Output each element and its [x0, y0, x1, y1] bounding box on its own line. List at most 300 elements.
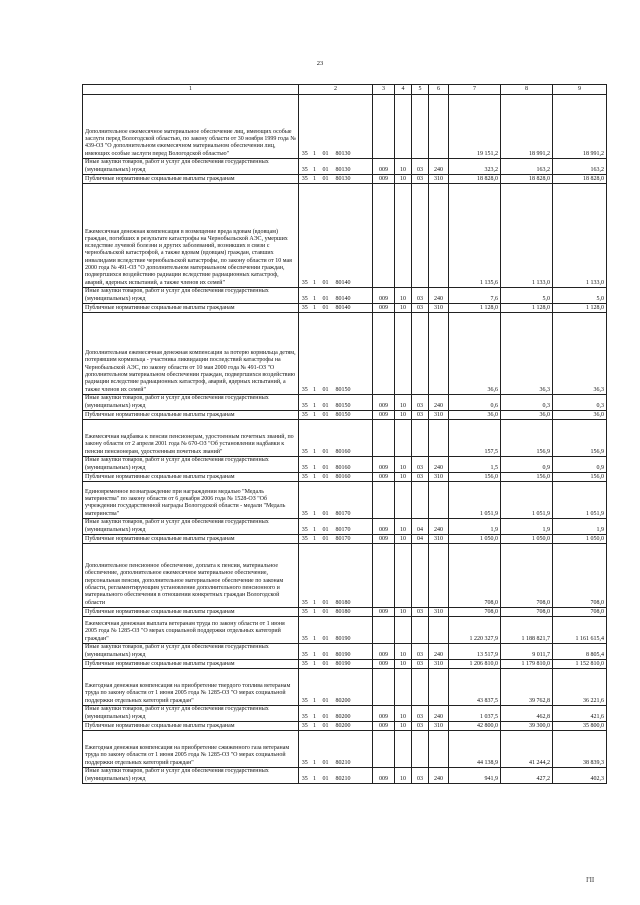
table-row [83, 731, 607, 768]
section-code: 10 [395, 457, 412, 473]
amount-year-3: 5,0 [553, 288, 607, 304]
target-article-part: 1 [311, 175, 319, 184]
ministry-code: 009 [373, 395, 395, 411]
amount-year-2: 1 050,0 [501, 535, 553, 544]
target-article-part: 1 [311, 768, 319, 784]
header-cell-2: 2 [299, 85, 373, 95]
target-article-code: 80140 [333, 304, 373, 313]
subsection-code: 03 [412, 608, 429, 617]
table-row [83, 175, 607, 184]
section-code: 10 [395, 411, 412, 420]
row-description: Ежегодная денежная компенсация на приобретение твердого топлива ветеранам труда по закону области от 1 июня 2005 года № 1285-ОЗ "О мерах социальной поддержки отдельных категорий граждан" [83, 669, 299, 706]
target-article-part: 35 [299, 457, 311, 473]
table-row [83, 519, 607, 535]
target-article-part: 35 [299, 95, 311, 159]
table-row [83, 608, 607, 617]
expense-type-code: 310 [429, 608, 449, 617]
row-description: Дополнительное пенсионное обеспечение, доплата к пенсии, материальное обеспечение, дополнительное ежемесячное материальное обеспечение, персональная пенсия, дополнительное материальное обеспечение по законам области, регламентирующим установление дополнительного пенсионного и материального обеспечения в отношении конкретных граждан Вологодской области [83, 544, 299, 608]
target-article-part: 35 [299, 535, 311, 544]
amount-year-2: 708,0 [501, 544, 553, 608]
table-row [83, 288, 607, 304]
table-row [83, 457, 607, 473]
amount-year-1: 941,9 [449, 768, 501, 784]
ministry-code: 009 [373, 608, 395, 617]
subsection-code: 03 [412, 768, 429, 784]
amount-year-3: 156,0 [553, 473, 607, 482]
target-article-part: 1 [311, 535, 319, 544]
table-row [83, 313, 607, 395]
table-row [83, 706, 607, 722]
row-description: Публичные нормативные социальные выплаты гражданам [83, 535, 299, 544]
target-article-part: 1 [311, 608, 319, 617]
ministry-code: 009 [373, 644, 395, 660]
table-row [83, 660, 607, 669]
amount-year-1: 156,0 [449, 473, 501, 482]
amount-year-2: 1 188 821,7 [501, 617, 553, 644]
subsection-code: 03 [412, 411, 429, 420]
table-row [83, 535, 607, 544]
section-code: 10 [395, 395, 412, 411]
target-article-code: 80180 [333, 608, 373, 617]
expense-type-code: 240 [429, 457, 449, 473]
target-article-part: 01 [319, 411, 333, 420]
amount-year-1: 708,0 [449, 544, 501, 608]
target-article-part: 35 [299, 660, 311, 669]
target-article-part: 01 [319, 669, 333, 706]
subsection-code [412, 482, 429, 519]
section-code: 10 [395, 304, 412, 313]
target-article-part: 35 [299, 669, 311, 706]
table-row [83, 722, 607, 731]
target-article-code: 80210 [333, 768, 373, 784]
expense-type-code: 310 [429, 411, 449, 420]
target-article-part: 1 [311, 95, 319, 159]
amount-year-3: 1 133,0 [553, 184, 607, 288]
row-description: Публичные нормативные социальные выплаты гражданам [83, 722, 299, 731]
section-code: 10 [395, 473, 412, 482]
target-article-code: 80130 [333, 175, 373, 184]
expense-type-code [429, 617, 449, 644]
table-row [83, 304, 607, 313]
section-code: 10 [395, 722, 412, 731]
amount-year-3: 421,6 [553, 706, 607, 722]
target-article-part: 35 [299, 184, 311, 288]
target-article-part: 01 [319, 159, 333, 175]
expense-type-code: 310 [429, 473, 449, 482]
amount-year-1: 1 135,6 [449, 184, 501, 288]
target-article-part: 1 [311, 644, 319, 660]
amount-year-2: 18 828,0 [501, 175, 553, 184]
target-article-part: 35 [299, 731, 311, 768]
ministry-code [373, 420, 395, 457]
amount-year-2: 1,9 [501, 519, 553, 535]
amount-year-1: 1,9 [449, 519, 501, 535]
expense-type-code: 310 [429, 722, 449, 731]
amount-year-2: 41 244,2 [501, 731, 553, 768]
target-article-part: 1 [311, 184, 319, 288]
target-article-part: 35 [299, 644, 311, 660]
amount-year-2: 462,8 [501, 706, 553, 722]
target-article-code: 80190 [333, 644, 373, 660]
target-article-part: 01 [319, 457, 333, 473]
section-code: 10 [395, 519, 412, 535]
amount-year-1: 1 051,9 [449, 482, 501, 519]
amount-year-2: 708,0 [501, 608, 553, 617]
table-row [83, 768, 607, 784]
expense-type-code: 310 [429, 304, 449, 313]
row-description: Публичные нормативные социальные выплаты гражданам [83, 411, 299, 420]
ministry-code: 009 [373, 660, 395, 669]
amount-year-1: 323,2 [449, 159, 501, 175]
section-code [395, 184, 412, 288]
target-article-code: 80150 [333, 395, 373, 411]
target-article-code: 80200 [333, 706, 373, 722]
target-article-part: 01 [319, 519, 333, 535]
amount-year-1: 0,6 [449, 395, 501, 411]
amount-year-1: 1,5 [449, 457, 501, 473]
subsection-code: 03 [412, 395, 429, 411]
amount-year-1: 13 517,9 [449, 644, 501, 660]
expense-type-code [429, 313, 449, 395]
ministry-code: 009 [373, 175, 395, 184]
section-code [395, 313, 412, 395]
expense-type-code [429, 731, 449, 768]
section-code [395, 617, 412, 644]
amount-year-1: 36,0 [449, 411, 501, 420]
expense-type-code: 240 [429, 644, 449, 660]
amount-year-3: 36,3 [553, 313, 607, 395]
target-article-code: 80210 [333, 731, 373, 768]
expense-type-code [429, 544, 449, 608]
subsection-code: 03 [412, 706, 429, 722]
amount-year-3: 36,0 [553, 411, 607, 420]
target-article-part: 35 [299, 288, 311, 304]
target-article-part: 01 [319, 175, 333, 184]
target-article-part: 01 [319, 304, 333, 313]
target-article-code: 80130 [333, 95, 373, 159]
section-code: 10 [395, 608, 412, 617]
target-article-part: 01 [319, 722, 333, 731]
section-code [395, 482, 412, 519]
row-description: Публичные нормативные социальные выплаты гражданам [83, 660, 299, 669]
target-article-part: 1 [311, 457, 319, 473]
subsection-code: 03 [412, 457, 429, 473]
ministry-code: 009 [373, 304, 395, 313]
amount-year-2: 163,2 [501, 159, 553, 175]
amount-year-1: 1 050,0 [449, 535, 501, 544]
target-article-part: 1 [311, 617, 319, 644]
expense-type-code: 310 [429, 535, 449, 544]
row-description: Публичные нормативные социальные выплаты гражданам [83, 608, 299, 617]
ministry-code [373, 544, 395, 608]
amount-year-1: 42 800,0 [449, 722, 501, 731]
amount-year-1: 36,6 [449, 313, 501, 395]
section-code: 10 [395, 706, 412, 722]
header-row [83, 85, 607, 95]
page-number: 23 [316, 60, 324, 67]
row-description: Ежемесячная денежная компенсация в возмещение вреда вдовам (вдовцам) граждан, погибших в результате катастрофы на Чернобыльской АЭС, умерших вследствие лучевой болезни и других заболеваний, возникших в связи с чернобыльской катастрофой, а также вдовам (вдовцам) граждан, ставших инвалидами вследствие чернобыльской катастрофы, по закону области от 10 мая 2000 года № 491-ОЗ "О дополнительном материальном обеспечении граждан, подвергшихся воздействию радиации вследствие радиационных катастроф, аварий, ядерных испытаний, а также членов их семей" [83, 184, 299, 288]
row-description: Публичные нормативные социальные выплаты гражданам [83, 473, 299, 482]
amount-year-3: 156,9 [553, 420, 607, 457]
target-article-part: 1 [311, 304, 319, 313]
amount-year-1: 1 206 810,0 [449, 660, 501, 669]
target-article-code: 80180 [333, 544, 373, 608]
section-code: 10 [395, 535, 412, 544]
subsection-code: 04 [412, 519, 429, 535]
table-row [83, 411, 607, 420]
expense-type-code: 310 [429, 175, 449, 184]
amount-year-3: 18 828,0 [553, 175, 607, 184]
ministry-code: 009 [373, 519, 395, 535]
amount-year-1: 18 828,0 [449, 175, 501, 184]
section-code [395, 731, 412, 768]
header-cell-3: 3 [373, 85, 395, 95]
target-article-code: 80160 [333, 420, 373, 457]
amount-year-1: 19 151,2 [449, 95, 501, 159]
ministry-code: 009 [373, 473, 395, 482]
target-article-part: 1 [311, 706, 319, 722]
target-article-part: 35 [299, 411, 311, 420]
row-description: Иные закупки товаров, работ и услуг для обеспечения государственных (муниципальных) нужд [83, 457, 299, 473]
section-code [395, 420, 412, 457]
section-code: 10 [395, 768, 412, 784]
target-article-part: 01 [319, 184, 333, 288]
subsection-code: 03 [412, 175, 429, 184]
subsection-code: 03 [412, 159, 429, 175]
amount-year-3: 0,9 [553, 457, 607, 473]
target-article-code: 80140 [333, 288, 373, 304]
amount-year-3: 1 161 615,4 [553, 617, 607, 644]
header-cell-7: 7 [449, 85, 501, 95]
target-article-part: 01 [319, 288, 333, 304]
target-article-code: 80170 [333, 482, 373, 519]
section-code: 10 [395, 660, 412, 669]
amount-year-2: 36,0 [501, 411, 553, 420]
section-code: 10 [395, 159, 412, 175]
row-description: Иные закупки товаров, работ и услуг для обеспечения государственных (муниципальных) нужд [83, 768, 299, 784]
target-article-part: 01 [319, 768, 333, 784]
table-row [83, 617, 607, 644]
target-article-part: 35 [299, 304, 311, 313]
amount-year-2: 1 179 810,0 [501, 660, 553, 669]
target-article-part: 1 [311, 544, 319, 608]
amount-year-3: 1 128,0 [553, 304, 607, 313]
amount-year-3: 708,0 [553, 544, 607, 608]
amount-year-3: 38 839,3 [553, 731, 607, 768]
expense-type-code: 240 [429, 706, 449, 722]
target-article-part: 1 [311, 669, 319, 706]
amount-year-3: 36 221,6 [553, 669, 607, 706]
target-article-code: 80170 [333, 535, 373, 544]
target-article-part: 01 [319, 660, 333, 669]
target-article-part: 01 [319, 473, 333, 482]
header-cell-5: 5 [412, 85, 429, 95]
amount-year-2: 0,9 [501, 457, 553, 473]
table-row [83, 482, 607, 519]
amount-year-2: 36,3 [501, 313, 553, 395]
amount-year-3: 18 991,2 [553, 95, 607, 159]
table-row [83, 395, 607, 411]
row-description: Дополнительное ежемесячное материальное обеспечение лиц, имеющих особые заслуги перед Вологодской областью, по закону области от 30 ноября 1999 года № 439-ОЗ "О дополнительном ежемесячном материальном обеспечении лиц, имеющих особые заслуги перед Вологодской областью" [83, 95, 299, 159]
ministry-code [373, 313, 395, 395]
target-article-code: 80190 [333, 660, 373, 669]
ministry-code [373, 731, 395, 768]
ministry-code: 009 [373, 411, 395, 420]
target-article-part: 1 [311, 420, 319, 457]
subsection-code [412, 95, 429, 159]
ministry-code: 009 [373, 768, 395, 784]
target-article-part: 01 [319, 482, 333, 519]
target-article-part: 1 [311, 411, 319, 420]
target-article-part: 01 [319, 617, 333, 644]
table-row [83, 95, 607, 159]
target-article-part: 1 [311, 722, 319, 731]
amount-year-3: 708,0 [553, 608, 607, 617]
row-description: Иные закупки товаров, работ и услуг для обеспечения государственных (муниципальных) нужд [83, 288, 299, 304]
section-code [395, 544, 412, 608]
expense-type-code: 240 [429, 768, 449, 784]
footer-mark: I'II [586, 876, 595, 884]
subsection-code: 03 [412, 473, 429, 482]
expense-type-code [429, 420, 449, 457]
subsection-code: 04 [412, 535, 429, 544]
amount-year-1: 1 128,0 [449, 304, 501, 313]
expense-type-code [429, 482, 449, 519]
row-description: Дополнительная ежемесячная денежная компенсация за потерю кормильца детям, потерявшим кормильца - участника ликвидации последствий катастрофы на Чернобыльской АЭС, по закону области от 10 мая 2000 года № 491-ОЗ "О дополнительном материальном обеспечении граждан, подвергшихся воздействию радиации вследствие радиационных катастроф, аварий, ядерных испытаний, а также членов их семей" [83, 313, 299, 395]
row-description: Ежемесячная надбавка к пенсии пенсионерам, удостоенным почетных званий, по закону области от 2 апреля 2001 года № 670-ОЗ "Об установлении надбавки к пенсии пенсионерам, удостоенным почетных званий" [83, 420, 299, 457]
amount-year-2: 1 128,0 [501, 304, 553, 313]
subsection-code [412, 184, 429, 288]
expense-type-code [429, 95, 449, 159]
header-cell-6: 6 [429, 85, 449, 95]
header-cell-4: 4 [395, 85, 412, 95]
target-article-part: 1 [311, 660, 319, 669]
row-description: Иные закупки товаров, работ и услуг для обеспечения государственных (муниципальных) нужд [83, 395, 299, 411]
target-article-part: 01 [319, 313, 333, 395]
amount-year-3: 163,2 [553, 159, 607, 175]
amount-year-1: 708,0 [449, 608, 501, 617]
target-article-part: 35 [299, 473, 311, 482]
amount-year-2: 156,0 [501, 473, 553, 482]
target-article-part: 35 [299, 722, 311, 731]
subsection-code: 03 [412, 304, 429, 313]
amount-year-2: 18 991,2 [501, 95, 553, 159]
subsection-code: 03 [412, 288, 429, 304]
target-article-code: 80140 [333, 184, 373, 288]
target-article-part: 35 [299, 313, 311, 395]
section-code: 10 [395, 644, 412, 660]
amount-year-3: 1,9 [553, 519, 607, 535]
target-article-part: 01 [319, 731, 333, 768]
target-article-part: 01 [319, 95, 333, 159]
expense-type-code: 240 [429, 288, 449, 304]
amount-year-1: 7,6 [449, 288, 501, 304]
ministry-code [373, 617, 395, 644]
target-article-code: 80190 [333, 617, 373, 644]
table-row [83, 473, 607, 482]
header-cell-9: 9 [553, 85, 607, 95]
target-article-part: 35 [299, 608, 311, 617]
table-row [83, 544, 607, 608]
subsection-code [412, 420, 429, 457]
row-description: Ежегодная денежная компенсация на приобретение сжиженного газа ветеранам труда по закону области от 1 июня 2005 года № 1285-ОЗ "О мерах социальной поддержки отдельных категорий граждан" [83, 731, 299, 768]
subsection-code [412, 669, 429, 706]
target-article-part: 35 [299, 175, 311, 184]
target-article-part: 1 [311, 731, 319, 768]
amount-year-3: 35 800,0 [553, 722, 607, 731]
amount-year-2: 427,2 [501, 768, 553, 784]
header-cell-8: 8 [501, 85, 553, 95]
target-article-code: 80130 [333, 159, 373, 175]
amount-year-2: 1 133,0 [501, 184, 553, 288]
table-row [83, 184, 607, 288]
expense-type-code [429, 184, 449, 288]
row-description: Публичные нормативные социальные выплаты гражданам [83, 175, 299, 184]
target-article-part: 1 [311, 482, 319, 519]
subsection-code: 03 [412, 722, 429, 731]
target-article-part: 01 [319, 706, 333, 722]
ministry-code: 009 [373, 288, 395, 304]
amount-year-3: 8 805,4 [553, 644, 607, 660]
ministry-code: 009 [373, 706, 395, 722]
table-row [83, 420, 607, 457]
amount-year-2: 0,3 [501, 395, 553, 411]
amount-year-2: 39 762,8 [501, 669, 553, 706]
target-article-code: 80150 [333, 313, 373, 395]
target-article-code: 80160 [333, 457, 373, 473]
ministry-code: 009 [373, 535, 395, 544]
row-description: Иные закупки товаров, работ и услуг для обеспечения государственных (муниципальных) нужд [83, 519, 299, 535]
section-code: 10 [395, 175, 412, 184]
table-row [83, 669, 607, 706]
ministry-code [373, 669, 395, 706]
amount-year-2: 39 300,0 [501, 722, 553, 731]
expense-type-code: 310 [429, 660, 449, 669]
amount-year-1: 1 220 327,9 [449, 617, 501, 644]
amount-year-1: 43 837,5 [449, 669, 501, 706]
target-article-part: 35 [299, 706, 311, 722]
row-description: Иные закупки товаров, работ и услуг для обеспечения государственных (муниципальных) нужд [83, 159, 299, 175]
amount-year-1: 1 037,5 [449, 706, 501, 722]
ministry-code [373, 184, 395, 288]
row-description: Единовременное вознаграждение при награждении медалью "Медаль материнства" по закону области от 6 декабря 2006 года № 1528-ОЗ "Об учреждении государственной награды Вологодской области - медали "Медаль материнства" [83, 482, 299, 519]
target-article-part: 01 [319, 395, 333, 411]
subsection-code [412, 313, 429, 395]
target-article-code: 80200 [333, 722, 373, 731]
target-article-part: 01 [319, 644, 333, 660]
expense-type-code: 240 [429, 159, 449, 175]
row-description: Иные закупки товаров, работ и услуг для обеспечения государственных (муниципальных) нужд [83, 644, 299, 660]
target-article-part: 01 [319, 544, 333, 608]
subsection-code [412, 617, 429, 644]
expense-type-code [429, 669, 449, 706]
ministry-code: 009 [373, 457, 395, 473]
ministry-code [373, 95, 395, 159]
budget-table [82, 84, 607, 784]
amount-year-1: 157,5 [449, 420, 501, 457]
target-article-code: 80160 [333, 473, 373, 482]
target-article-part: 35 [299, 544, 311, 608]
amount-year-3: 1 051,9 [553, 482, 607, 519]
subsection-code: 03 [412, 660, 429, 669]
ministry-code: 009 [373, 159, 395, 175]
row-description: Иные закупки товаров, работ и услуг для обеспечения государственных (муниципальных) нужд [83, 706, 299, 722]
section-code: 10 [395, 288, 412, 304]
target-article-part: 1 [311, 519, 319, 535]
target-article-part: 35 [299, 482, 311, 519]
ministry-code [373, 482, 395, 519]
amount-year-3: 1 152 810,0 [553, 660, 607, 669]
